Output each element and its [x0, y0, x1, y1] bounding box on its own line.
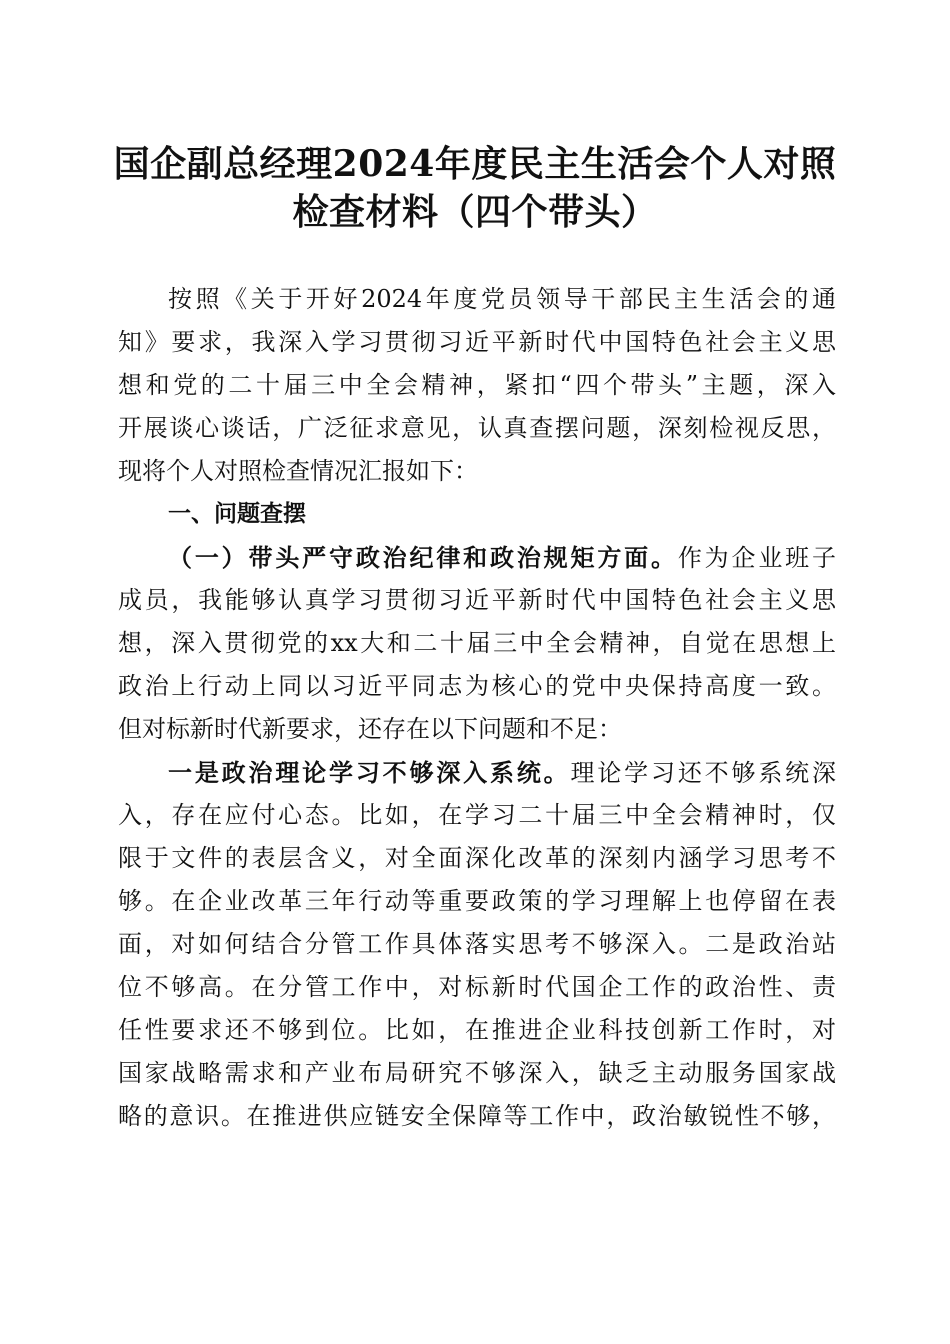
sub1-line-3: 想，深入贯彻党的xx大和二十届三中全会精神，自觉在思想上 [118, 629, 836, 657]
point1-line-2: 入，存在应付心态。比如，在学习二十届三中全会精神时，仅 [118, 801, 836, 829]
point1-line-1 [118, 751, 836, 794]
point1-line-3: 限于文件的表层含义，对全面深化改革的深刻内涵学习思考不 [118, 844, 836, 872]
intro-line-2: 知》要求，我深入学习贯彻习近平新时代中国特色社会主义思 [118, 328, 836, 356]
point1-line-9: 略的意识。在推进供应链安全保障等工作中，政治敏锐性不够， [118, 1102, 836, 1130]
point1-line-4: 够。在企业改革三年行动等重要政策的学习理解上也停留在表 [118, 887, 836, 915]
point1-first-rest: 理论学习还不够系统深 [570, 759, 836, 787]
document-title [100, 140, 850, 236]
title-line-1: 国企副总经理2024年度民主生活会个人对照 [113, 143, 837, 185]
intro-line-1: 按照《关于开好2024年度党员领导干部民主生活会的通 [168, 285, 836, 313]
sub1-line-5: 但对标新时代新要求，还存在以下问题和不足： [118, 715, 622, 743]
sub1-line-4: 政治上行动上同以习近平同志为核心的党中央保持高度一致。 [118, 672, 836, 700]
intro-line-5: 现将个人对照检查情况汇报如下： [118, 457, 478, 485]
intro-line-3: 想和党的二十届三中全会精神，紧扣“四个带头”主题，深入 [118, 371, 836, 399]
sub1-line-2: 成员，我能够认真学习贯彻习近平新时代中国特色社会主义思 [118, 586, 836, 614]
point1-line-7: 任性要求还不够到位。比如，在推进企业科技创新工作时，对 [118, 1016, 836, 1044]
sub1-first-rest: 作为企业班子 [677, 544, 837, 572]
point1-line-5: 面，对如何结合分管工作具体落实思考不够深入。二是政治站 [118, 930, 836, 958]
title-line-2: 检查材料（四个带头） [292, 191, 658, 233]
sub1-lead: （一）带头严守政治纪律和政治规矩方面。 [168, 543, 678, 572]
section-heading-problems: 一、问题查摆 [168, 501, 306, 527]
point1-lead: 一是政治理论学习不够深入系统。 [168, 758, 571, 787]
intro-line-4: 开展谈心谈话，广泛征求意见，认真查摆问题，深刻检视反思， [118, 414, 836, 442]
sub1-line-1 [118, 536, 836, 579]
document-body [118, 278, 836, 1138]
point1-line-8: 国家战略需求和产业布局研究不够深入，缺乏主动服务国家战 [118, 1059, 836, 1087]
point1-line-6: 位不够高。在分管工作中，对标新时代国企工作的政治性、责 [118, 973, 836, 1001]
